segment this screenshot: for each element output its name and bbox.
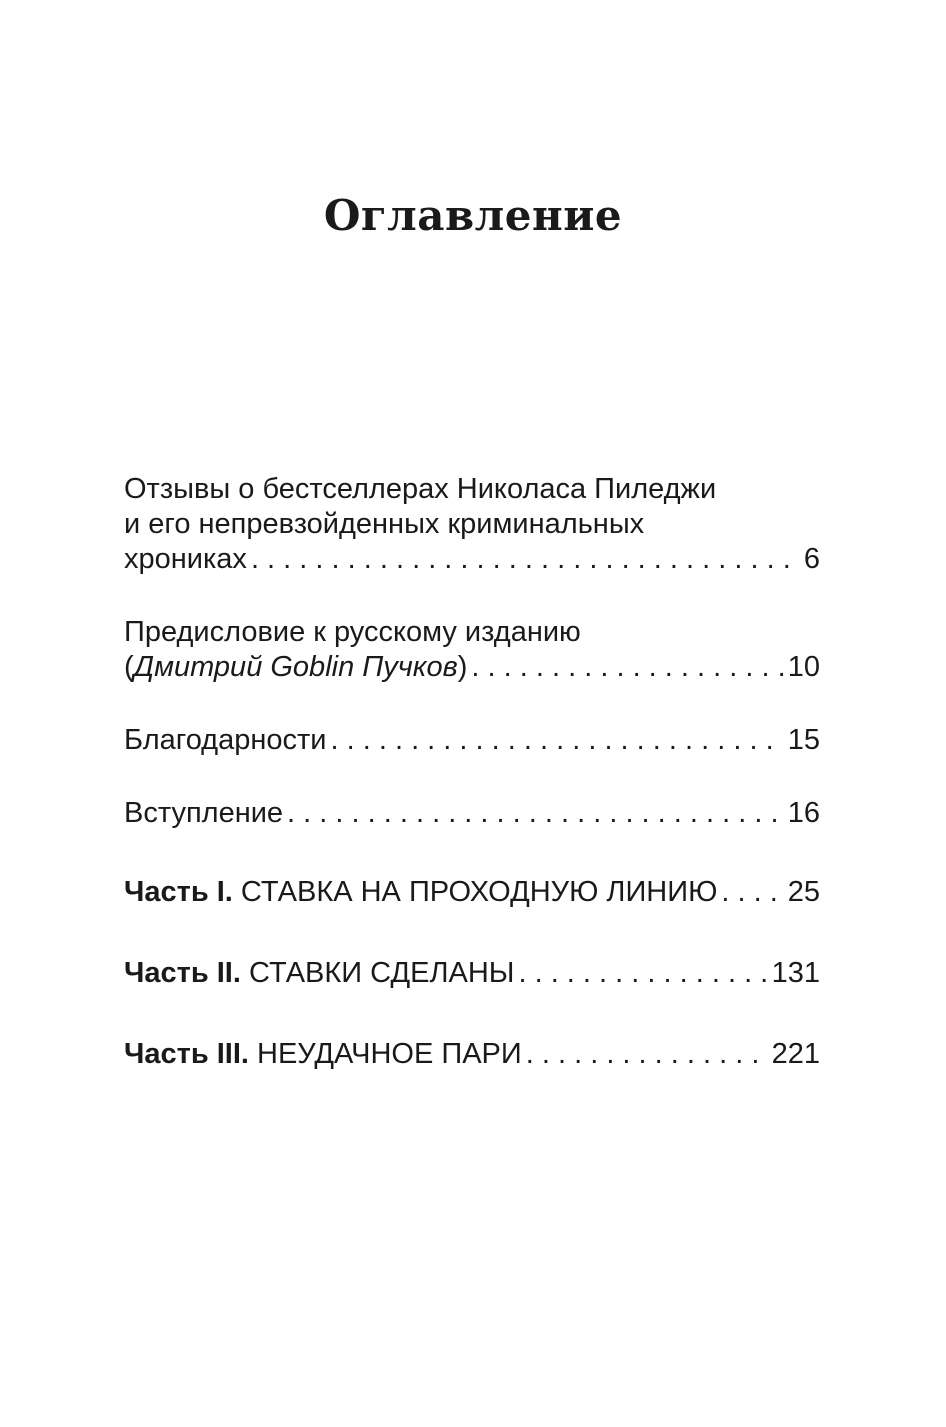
dot-leader [287,796,784,831]
dot-leader [526,1037,768,1072]
toc-entry-text: Благодарности [124,724,327,756]
toc-entry-text [124,956,514,991]
toc-page-number: 6 [803,543,820,575]
part-title: НЕУДАЧНОЕ ПАРИ [257,1038,522,1070]
dot-leader [721,875,783,910]
page-title: Оглавление [323,191,623,240]
toc-entry-last-line [124,875,820,910]
toc-entry-author: Дмитрий Goblin Пучков [133,651,458,683]
toc-entry-acknowledgements[interactable] [124,723,820,758]
toc-page-number: 221 [771,1038,820,1070]
toc-entry-part-3[interactable] [124,1037,820,1072]
table-of-contents [124,472,820,1072]
toc-page-number: 16 [787,797,820,829]
toc-entry-text-line: Отзывы о бестселлерах Николаса Пиледжи [124,473,717,505]
part-label: Часть I. [124,876,233,908]
dot-leader [471,650,783,685]
part-label: Часть III. [124,1038,249,1070]
toc-entry-last-line [124,1037,820,1072]
toc-entry-text [124,1037,522,1072]
paren-close: ) [457,651,468,683]
part-title: СТАВКИ СДЕЛАНЫ [248,957,515,989]
dot-leader [518,956,767,991]
toc-page-number: 10 [787,651,820,683]
toc-entry-text-line: и его непревзойденных криминальных [124,508,645,540]
toc-page-number: 131 [771,957,820,989]
dot-leader [251,542,800,577]
toc-entry-text [124,875,717,910]
toc-entry-introduction[interactable] [124,796,820,831]
dot-leader [331,723,784,758]
toc-entry-text-line: хрониках [124,543,247,575]
toc-entry-text: Вступление [124,797,284,829]
part-title: СТАВКА НА ПРОХОДНУЮ ЛИНИЮ [240,876,718,908]
toc-entry-last-line [124,723,820,758]
toc-page-number: 25 [787,876,820,908]
toc-entry-reviews[interactable] [124,472,820,577]
part-label: Часть II. [124,957,241,989]
paren-open: ( [124,651,134,683]
toc-entry-last-line [124,796,820,831]
toc-entry-author-line [124,650,467,685]
toc-entry-last-line [124,542,820,577]
toc-page-number: 15 [787,724,820,756]
toc-entry-part-2[interactable] [124,956,820,991]
toc-entry-last-line [124,956,820,991]
toc-entry-foreword[interactable] [124,615,820,685]
toc-entry-last-line [124,650,820,685]
toc-entry-text-line: Предисловие к русскому изданию [124,616,581,648]
toc-entry-part-1[interactable] [124,875,820,910]
